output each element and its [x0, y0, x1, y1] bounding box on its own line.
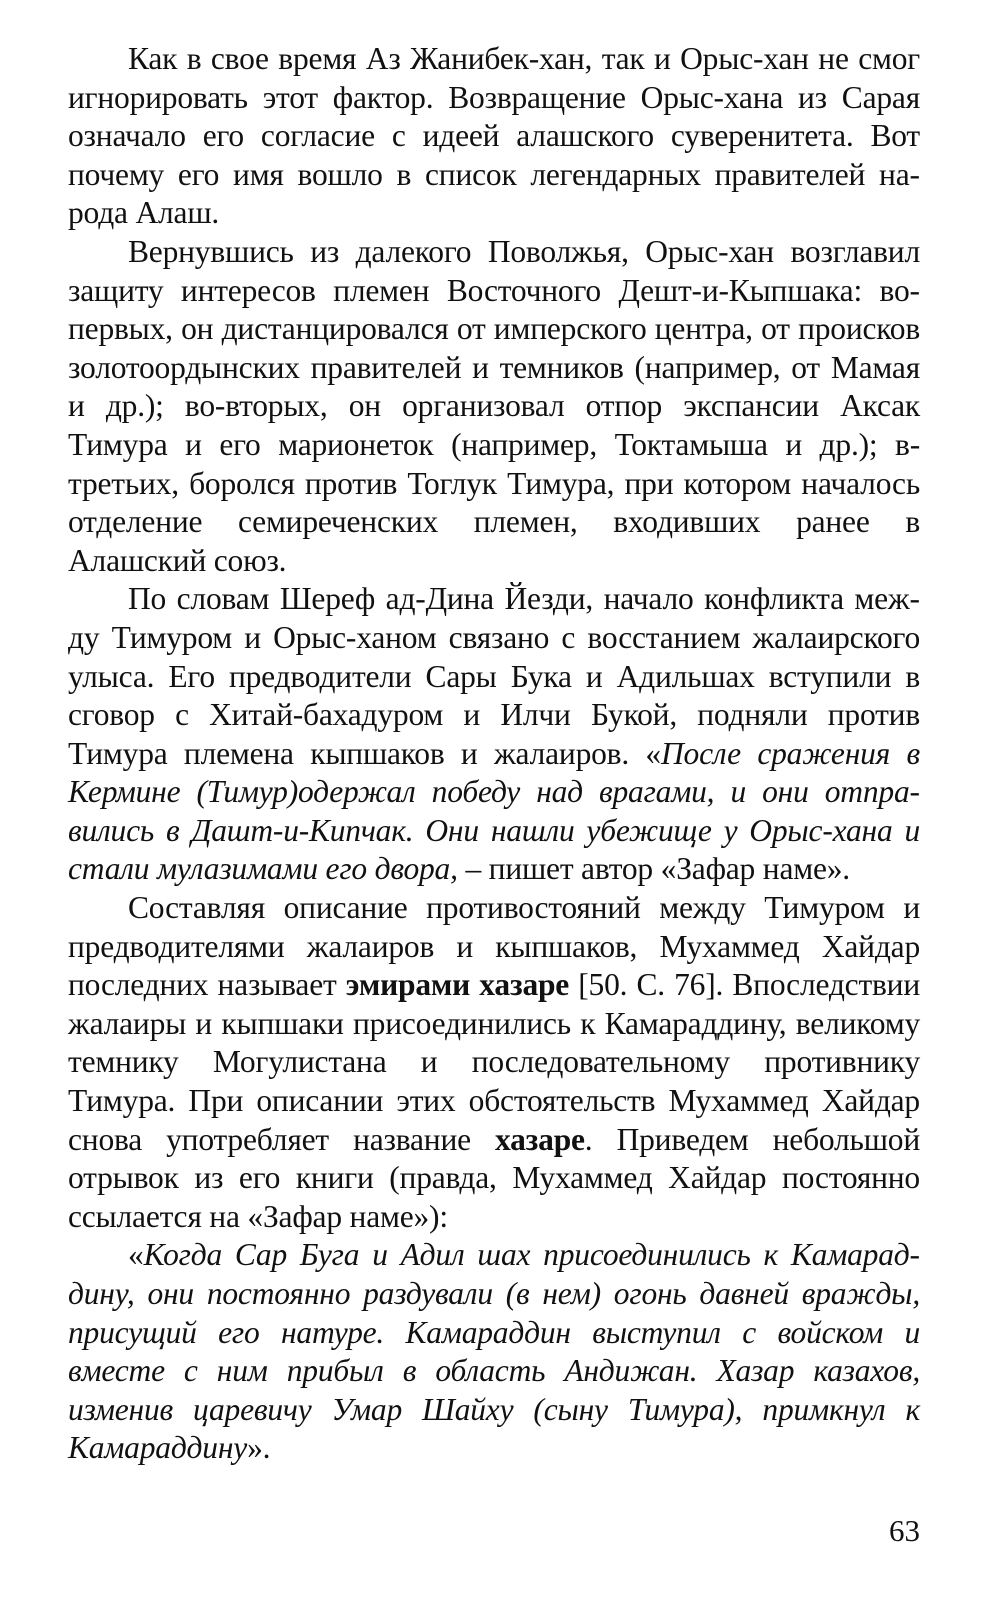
text-run: Составляя описание противостояний между Тимуром и предводителями жалаиров и кыпшаков, Мухаммед Хайдар последних называет	[68, 890, 920, 1003]
paragraph	[68, 889, 920, 1236]
text-run: По словам Шереф ад-Дина Йезди, начало конфликта между Тимуром и Орыс-ханом связано с восстанием жалаирского улыса. Его предводители Сары Бука и Адильшах вступили в сговор с Хитай-бахадуром и Илчи Букой, подняли против Тимура племена кыпшаков и жалаиров. «	[68, 581, 920, 771]
italic-text-run: Когда Сар Буга и Адил шах присоединились к Камараддину, они постоянно раздували (в нем) огонь давней вражды, присущий его натуре. Камараддин выступил с войском и вместе с ним прибыл в область Андижан. Хазар казахов, изменив царевичу Умар Шайху (сыну Тимура), примкнул к Камараддину	[68, 1237, 920, 1466]
text-run: – пишет автор «Зафар наме».	[457, 851, 850, 887]
text-run: «	[128, 1237, 144, 1273]
text-run: Как в свое время Аз Жанибек-хан, так и Орыс-хан не смог игнорировать этот фактор. Возвращение Орыс-хана из Сарая означало его согласие с идеей алашского суверенитета. Вот почему его имя вошло в список легендарных правителей народа Алаш.	[68, 41, 920, 231]
paragraph	[68, 580, 920, 889]
italic-text-run: После сражения в Кермине (Тимур)одержал победу над врагами, и они отправились в Дашт-и-Кипчак. Они нашли убежище у Орыс-хана и стали мулазимами его двора,	[68, 735, 920, 887]
text-run: Вернувшись из далекого Поволжья, Орыс-хан возглавил защиту интересов племен Восточного Дешт-и-Кыпшака: вопервых, он дистанцировался от имперского центра, от происков золотоордынских правителей и темников (например, от Мамая и др.); во-вторых, он организовал отпор экспансии Аксак Тимура и его марионеток (например, Токтамыша и др.); в-третьих, боролся против Тоглук Тимура, при котором началось отделение семиреченских племен, входивших ранее в Алашский союз.	[68, 233, 920, 578]
paragraph	[68, 1236, 920, 1468]
text-run: . Приведем небольшой отрывок из его книги (правда, Мухаммед Хайдар постоянно ссылается на «Зафар наме»):	[68, 1121, 920, 1234]
paragraph	[68, 40, 920, 233]
page-number: 63	[889, 1513, 920, 1548]
bold-text-run: хазаре	[495, 1121, 585, 1157]
text-run: ».	[247, 1430, 271, 1466]
bold-text-run: эмирами хазаре	[345, 967, 570, 1003]
paragraph	[68, 233, 920, 580]
text-run: [50. С. 76]. Впоследствии жалаиры и кыпшаки присоединились к Камараддину, великому темнику Могулистана и последовательному противнику Тимура. При описании этих обстоятельств Мухаммед Хайдар снова употребляет название	[68, 967, 920, 1157]
page-body	[68, 40, 920, 1468]
